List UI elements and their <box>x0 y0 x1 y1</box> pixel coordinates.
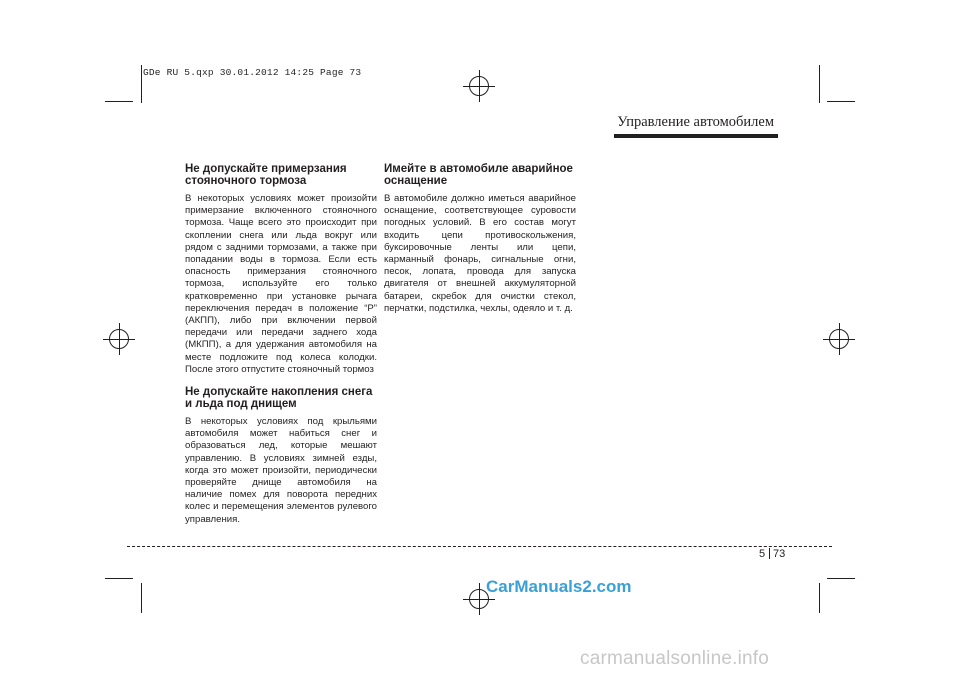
section-heading: Не допускайте накопления снега и льда под днищем <box>185 386 373 411</box>
page-title: Управление автомобилем <box>617 114 774 130</box>
registration-mark-icon <box>103 323 135 355</box>
page-number: 73 <box>773 548 786 560</box>
crop-mark <box>819 65 820 103</box>
section-heading: Не допускайте примерзания стояночного тормоза <box>185 163 347 187</box>
registration-mark-icon <box>463 70 495 102</box>
chapter-number: 5 <box>759 548 766 560</box>
crop-mark <box>141 583 142 613</box>
section-text: В некоторых условиях под крыльями автомобиля может набиться снег и образоваться лед, которые мешают управлению. В условиях зимней езды, когда это может произойти, периодически проверяйте днище автомобиля на наличие помех для поворота передних колес и перемещения элементов рулевого управления. <box>185 416 377 525</box>
crop-mark <box>105 578 133 579</box>
section-text: В некоторых условиях может произойти примерзание включенного стояночного тормоза. Чаще всего это происходит при скоплении снега или льда вокруг или рядом с задними тормозами, а также при попадании воды в тормоза. Если есть опасность примерзания стояночного тормоза, используйте его только кратковременно при установке рычага переключения передач в положение “P” (АКПП), либо при включении первой передачи или передачи заднего хода (МКПП), а для удержания автомобиля на месте подложите под колеса колодки. После этого отпустите стояночный тормоз <box>185 193 377 375</box>
watermark-carmanuals[interactable]: CarManuals2.com <box>486 577 632 596</box>
crop-mark <box>141 65 142 103</box>
crop-mark <box>827 578 855 579</box>
crop-mark <box>819 583 820 613</box>
section-text: В автомобиле должно иметься аварийное оснащение, соответствующее суровости погодных условий. В его состав могут входить цепи противоскольжения, буксировочные ленты или цепи, карманный фонарь, сигнальные огни, песок, лопата, провода для запуска двигателя от внешней аккумуляторной батареи, скребок для очистки стекол, перчатки, подстилка, чехлы, одеяло и т. д. <box>384 193 576 314</box>
right-column <box>384 163 576 325</box>
page-number-separator <box>769 548 770 559</box>
header-rule <box>614 134 778 138</box>
watermark-online[interactable]: carmanualsonline.info <box>580 648 770 669</box>
left-column <box>185 163 377 536</box>
registration-mark-icon <box>823 323 855 355</box>
print-slug: GDe RU 5.qxp 30.01.2012 14:25 Page 73 <box>143 67 362 78</box>
crop-mark <box>827 101 855 102</box>
footer-rule <box>127 546 832 547</box>
section-heading: Имейте в автомобиле аварийное оснащение <box>384 163 573 187</box>
crop-mark <box>105 101 133 102</box>
